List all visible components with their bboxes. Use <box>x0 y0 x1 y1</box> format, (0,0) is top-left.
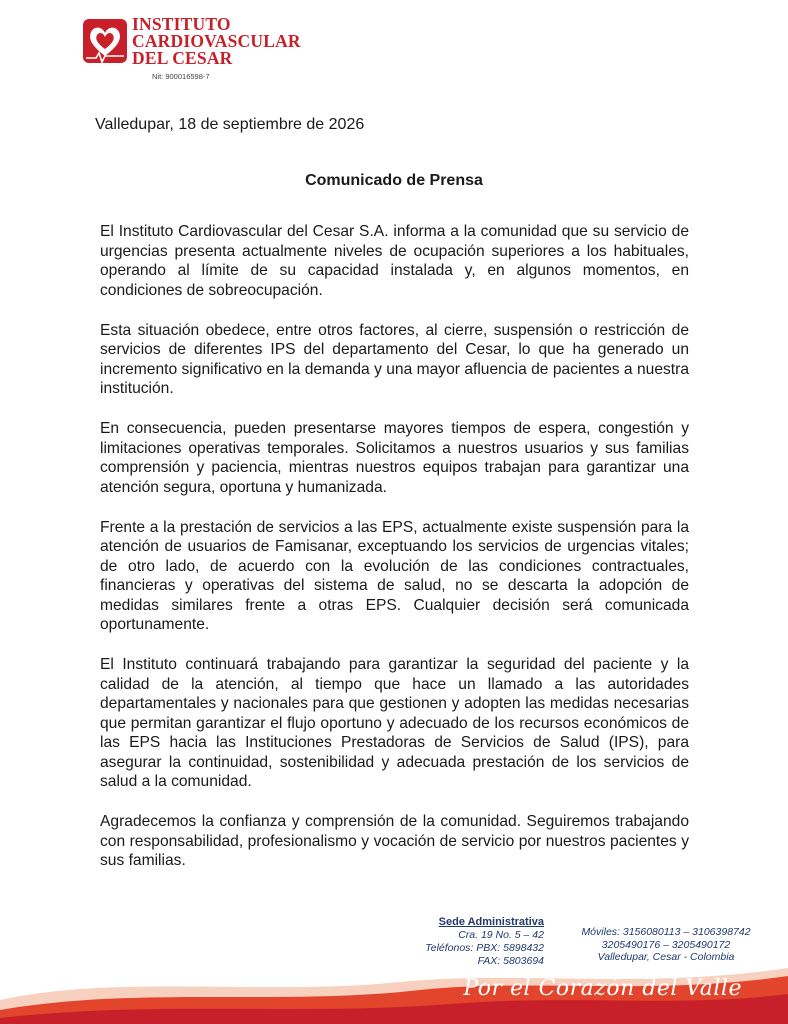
letter-date: Valledupar, 18 de septiembre de 2026 <box>95 116 365 133</box>
footer-contact-block <box>576 926 756 964</box>
footer-slogan: Por el Corazón del Valle <box>463 976 742 1001</box>
logo-line-2: CARDIOVASCULAR <box>132 31 301 51</box>
heart-icon <box>82 18 128 64</box>
logo-line-3: DEL CESAR <box>132 48 233 68</box>
paragraph-6: Agradecemos la confianza y comprensión de la comunidad. Seguiremos trabajando con responsabilidad, profesionalismo y vocación de servicio por nuestros pacientes y sus familias. <box>100 813 689 869</box>
nit-text: Nit: 900016598-7 <box>152 72 210 81</box>
letter-body <box>100 222 689 891</box>
office-fax: FAX: 5803694 <box>477 955 544 967</box>
paragraph-5: El Instituto continuará trabajando para garantizar la seguridad del paciente y la calidad de la atención, al tiempo que hace un llamado a las autoridades departamentales y nacionales para que gestionen y adopten las medidas necesarias que permitan garantizar el flujo oportuno y adecuado de los recursos económicos de las EPS hacia las Instituciones Prestadoras de Servicios de Salud (IPS), para asegurar la continuidad, sostenibilidad y adecuada prestación de los servicios de salud a la comunidad. <box>100 656 689 790</box>
office-phones: Teléfonos: PBX: 5898432 <box>425 942 544 954</box>
paragraph-1: El Instituto Cardiovascular del Cesar S.A. informa a la comunidad que su servicio de urgencias presenta actualmente niveles de ocupación superiores a los habituales, operando al límite de su capacidad instalada y, en algunos momentos, en condiciones de sobreocupación. <box>100 223 689 299</box>
mobiles-line-2: 3205490176 – 3205490172 <box>601 938 731 951</box>
letter-title: Comunicado de Prensa <box>305 172 483 189</box>
office-address: Cra. 19 No. 5 – 42 <box>458 929 544 941</box>
office-title: Sede Administrativa <box>438 916 544 928</box>
city-line: Valledupar, Cesar - Colombia <box>597 951 735 963</box>
mobiles-line-1: Móviles: 3156080113 – 3106398742 <box>581 926 751 938</box>
logo-line-1: INSTITUTO <box>132 14 231 34</box>
paragraph-4: Frente a la prestación de servicios a las EPS, actualmente existe suspensión para la atención de usuarios de Famisanar, exceptuando los servicios de urgencias vitales; de otro lado, de acuerdo con la evolución de las condiciones contractuales, financieras y operativas del sistema de salud, no se descarta la adopción de medidas similares frente a otras EPS. Cualquier decisión será comunicada oportunamente. <box>100 518 689 633</box>
paragraph-2: Esta situación obedece, entre otros factores, al cierre, suspensión o restricción de servicios de diferentes IPS del departamento del Cesar, lo que ha generado un incremento significativo en la demanda y una mayor afluencia de pacientes a nuestra institución. <box>100 321 689 397</box>
institution-logo <box>82 16 312 86</box>
paragraph-3: En consecuencia, pueden presentarse mayores tiempos de espera, congestión y limitaciones operativas temporales. Solicitamos a nuestros usuarios y sus familias comprensión y paciencia, mientras nuestros equipos trabajan para garantizar una atención segura, oportuna y humanizada. <box>100 420 689 496</box>
